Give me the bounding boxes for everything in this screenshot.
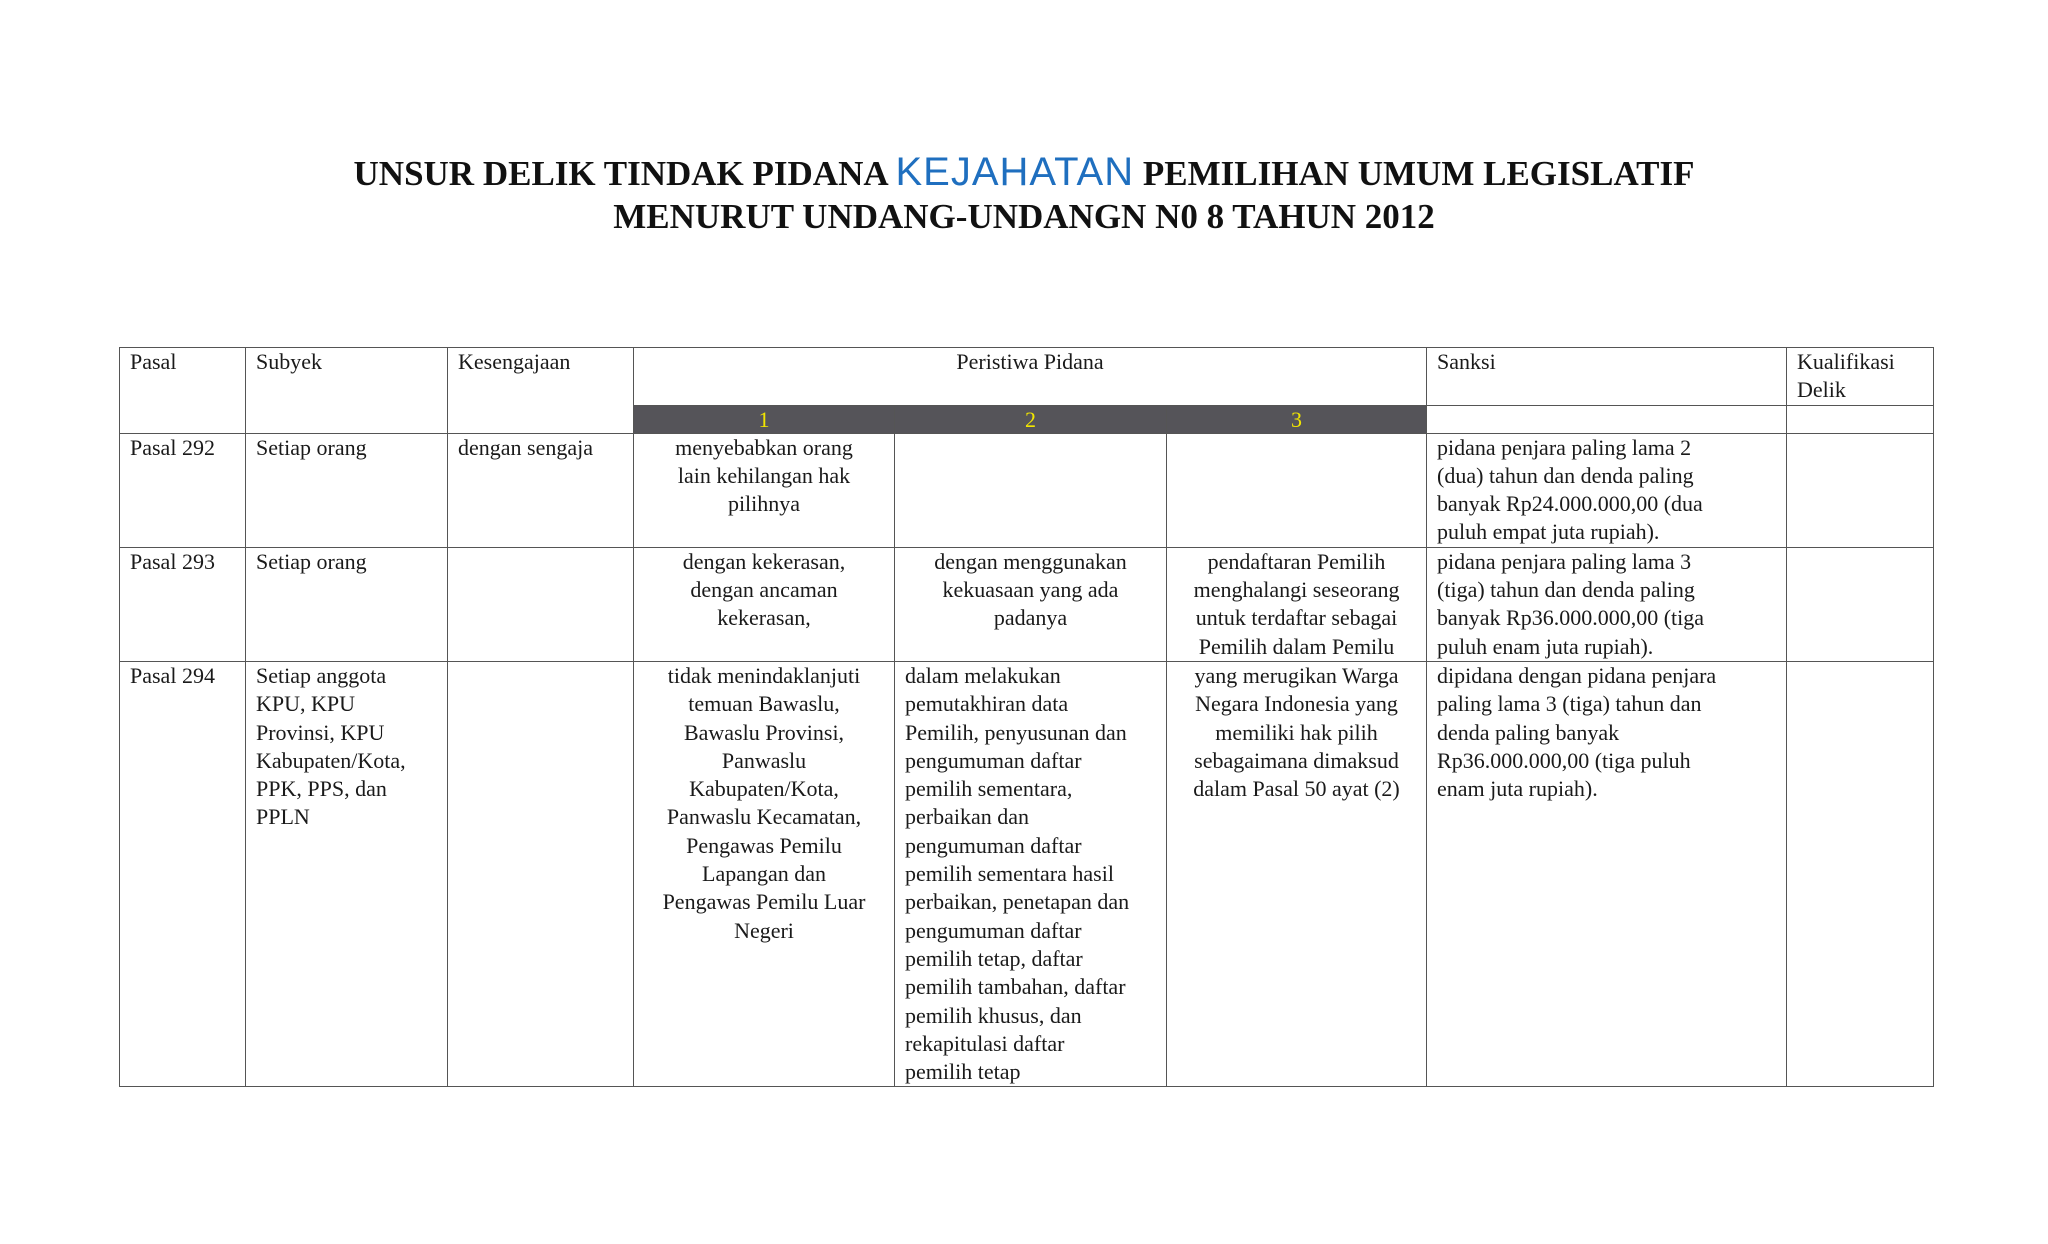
cell-sanksi: dipidana dengan pidana penjara paling lama 3 (tiga) tahun dan denda paling banyak Rp36.000.000,00 (tiga puluh enam juta rupiah). bbox=[1427, 661, 1787, 1086]
cell-sanksi: pidana penjara paling lama 3 (tiga) tahun dan denda paling banyak Rp36.000.000,00 (tiga puluh enam juta rupiah). bbox=[1427, 547, 1787, 661]
cell-kesengajaan bbox=[448, 661, 634, 1086]
table-row bbox=[120, 547, 1934, 661]
table-row bbox=[120, 661, 1934, 1086]
subheader-2: 2 bbox=[895, 405, 1167, 433]
cell-subyek: Setiap anggota KPU, KPU Provinsi, KPU Kabupaten/Kota, PPK, PPS, dan PPLN bbox=[246, 661, 448, 1086]
cell-kualifikasi bbox=[1787, 547, 1934, 661]
delik-table bbox=[119, 347, 1934, 1087]
cell-pasal: Pasal 292 bbox=[120, 433, 246, 547]
header-peristiwa-pidana: Peristiwa Pidana bbox=[634, 348, 1427, 406]
cell-subyek: Setiap orang bbox=[246, 547, 448, 661]
title-suffix: PEMILIHAN UMUM LEGISLATIF bbox=[1134, 154, 1695, 193]
cell-kesengajaan bbox=[448, 547, 634, 661]
cell-pasal: Pasal 293 bbox=[120, 547, 246, 661]
header-kesengajaan: Kesengajaan bbox=[448, 348, 634, 434]
cell-peristiwa-2 bbox=[895, 433, 1167, 547]
table-row bbox=[120, 433, 1934, 547]
cell-pasal: Pasal 294 bbox=[120, 661, 246, 1086]
table-header-row bbox=[120, 348, 1934, 406]
cell-peristiwa-1: menyebabkan orang lain kehilangan hak pilihnya bbox=[634, 433, 895, 547]
header-pasal: Pasal bbox=[120, 348, 246, 434]
cell-peristiwa-3: yang merugikan Warga Negara Indonesia yang memiliki hak pilih sebagaimana dimaksud dalam Pasal 50 ayat (2) bbox=[1167, 661, 1427, 1086]
cell-peristiwa-3: pendaftaran Pemilih menghalangi seseorang untuk terdaftar sebagai Pemilih dalam Pemilu bbox=[1167, 547, 1427, 661]
subheader-kualifikasi-empty bbox=[1787, 405, 1934, 433]
subheader-sanksi-empty bbox=[1427, 405, 1787, 433]
title-accent-word: KEJAHATAN bbox=[895, 150, 1135, 194]
cell-kesengajaan: dengan sengaja bbox=[448, 433, 634, 547]
document-title-line-1 bbox=[0, 150, 2048, 196]
cell-peristiwa-2: dengan menggunakan kekuasaan yang ada padanya bbox=[895, 547, 1167, 661]
header-kualifikasi-delik: Kualifikasi Delik bbox=[1787, 348, 1934, 406]
cell-peristiwa-3 bbox=[1167, 433, 1427, 547]
cell-sanksi: pidana penjara paling lama 2 (dua) tahun dan denda paling banyak Rp24.000.000,00 (dua puluh empat juta rupiah). bbox=[1427, 433, 1787, 547]
subheader-1: 1 bbox=[634, 405, 895, 433]
document-title-line-2: MENURUT UNDANG-UNDANGN N0 8 TAHUN 2012 bbox=[613, 197, 1435, 236]
header-subyek: Subyek bbox=[246, 348, 448, 434]
cell-peristiwa-1: dengan kekerasan, dengan ancaman kekerasan, bbox=[634, 547, 895, 661]
subheader-3: 3 bbox=[1167, 405, 1427, 433]
title-prefix: UNSUR DELIK TINDAK PIDANA bbox=[353, 154, 896, 193]
cell-subyek: Setiap orang bbox=[246, 433, 448, 547]
cell-kualifikasi bbox=[1787, 661, 1934, 1086]
cell-peristiwa-1: tidak menindaklanjuti temuan Bawaslu, Bawaslu Provinsi, Panwaslu Kabupaten/Kota, Panwaslu Kecamatan, Pengawas Pemilu Lapangan dan Pengawas Pemilu Luar Negeri bbox=[634, 661, 895, 1086]
cell-peristiwa-2: dalam melakukan pemutakhiran data Pemilih, penyusunan dan pengumuman daftar pemilih sementara, perbaikan dan pengumuman daftar pemilih sementara hasil perbaikan, penetapan dan pengumuman daftar pemilih tetap, daftar pemilih tambahan, daftar pemilih khusus, dan rekapitulasi daftar pemilih tetap bbox=[895, 661, 1167, 1086]
cell-kualifikasi bbox=[1787, 433, 1934, 547]
header-sanksi: Sanksi bbox=[1427, 348, 1787, 406]
